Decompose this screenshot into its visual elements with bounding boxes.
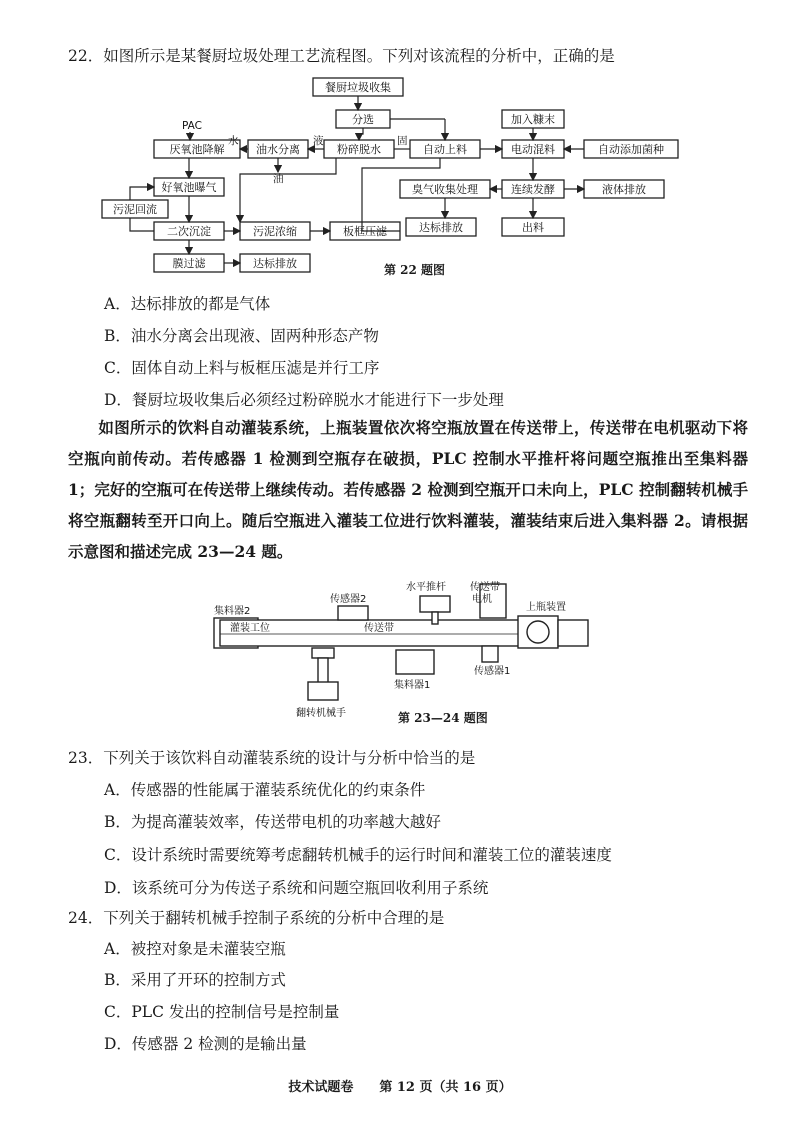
label-loader: 上瓶装置 xyxy=(526,602,566,613)
node-secondary: 二次沉淀 xyxy=(167,225,211,238)
node-liquid-out: 液体排放 xyxy=(602,183,646,196)
question-22-stem: 22．如图所示是某餐厨垃圾处理工艺流程图。下列对该流程的分析中，正确的是 xyxy=(68,47,615,65)
label-motor-line2: 电机 xyxy=(472,594,492,605)
node-aerobic: 好氧池曝气 xyxy=(161,181,217,194)
label-oil: 油 xyxy=(273,173,284,185)
node-mix: 电动混料 xyxy=(511,143,555,156)
q23-option-a: A．传感器的性能属于灌装系统优化的约束条件 xyxy=(104,781,426,799)
node-press: 板框压滤 xyxy=(343,225,387,238)
node-anaerobic: 厌氧池降解 xyxy=(169,143,225,156)
node-bran: 加入糠末 xyxy=(511,113,555,126)
node-sludge-return: 污泥回流 xyxy=(113,203,157,216)
node-membrane: 膜过滤 xyxy=(172,257,206,270)
node-auto-feed: 自动上料 xyxy=(423,143,467,156)
label-water: 水 xyxy=(228,135,239,147)
flowchart-figure xyxy=(100,74,700,274)
question-23-stem: 23．下列关于该饮料自动灌装系统的设计与分析中恰当的是 xyxy=(68,749,476,767)
label-collector-1: 集料器1 xyxy=(394,680,431,691)
label-motor-line1: 传送带 xyxy=(470,582,500,593)
q23-option-c: C．设计系统时需要统筹考虑翻转机械手的运行时间和灌装工位的灌装速度 xyxy=(104,846,612,864)
label-pusher: 水平推杆 xyxy=(406,582,446,593)
figure-22-caption: 第 22 题图 xyxy=(384,263,446,277)
label-sensor-2: 传感器2 xyxy=(330,594,367,605)
question-24-stem: 24．下列关于翻转机械手控制子系统的分析中合理的是 xyxy=(68,909,445,927)
q24-option-d: D．传感器 2 检测的是输出量 xyxy=(104,1035,307,1053)
label-filling-station: 灌装工位 xyxy=(230,623,270,634)
node-discharge-a: 达标排放 xyxy=(419,221,463,234)
node-discharge-b: 达标排放 xyxy=(253,257,297,270)
label-collector-2: 集料器2 xyxy=(214,606,251,617)
q24-option-b: B．采用了开环的控制方式 xyxy=(104,971,286,989)
intro-paragraph xyxy=(68,412,748,567)
node-sludge-thicken: 污泥浓缩 xyxy=(253,225,297,238)
node-oil-separation: 油水分离 xyxy=(256,143,300,156)
q22-option-d: D．餐厨垃圾收集后必须经过粉碎脱水才能进行下一步处理 xyxy=(104,391,504,409)
q22-option-b: B．油水分离会出现液、固两种形态产物 xyxy=(104,327,379,345)
q23-option-d: D．该系统可分为传送子系统和问题空瓶回收利用子系统 xyxy=(104,879,489,897)
node-bacteria: 自动添加菌种 xyxy=(598,143,664,156)
label-robot: 翻转机械手 xyxy=(296,708,346,719)
node-odor: 臭气收集处理 xyxy=(412,183,478,196)
node-collect: 餐厨垃圾收集 xyxy=(325,81,391,94)
label-liquid: 液 xyxy=(313,135,324,147)
label-solid: 固 xyxy=(397,135,408,147)
intro-text: 如图所示的饮料自动灌装系统，上瓶装置依次将空瓶放置在传送带上，传送带在电机驱动下将空瓶向前传动。若传感器 1 检测到空瓶存在破损，PLC 控制水平推杆将问题空瓶推出至集料器 1；完好的空瓶可在传送带上继续传动。若传感器 2 检测到空瓶开口未向上，PLC 控制翻转机械手将空瓶翻转至开口向上。随后空瓶进入灌装工位进行饮料灌装，灌装结束后进入集料器 2。请根据示意图和描述完成 23—24 题。 xyxy=(68,418,748,561)
node-output: 出料 xyxy=(522,221,544,234)
q24-option-a: A．被控对象是未灌装空瓶 xyxy=(104,940,286,958)
q22-option-c: C．固体自动上料与板框压滤是并行工序 xyxy=(104,359,380,377)
node-ferment: 连续发酵 xyxy=(511,183,555,196)
label-sensor-1: 传感器1 xyxy=(474,666,511,677)
label-belt: 传送带 xyxy=(364,623,394,634)
q24-option-c: C．PLC 发出的控制信号是控制量 xyxy=(104,1003,340,1021)
label-pac: PAC xyxy=(182,120,202,132)
page-footer: 技术试题卷 第 12 页（共 16 页） xyxy=(288,1080,512,1095)
q23-option-b: B．为提高灌装效率，传送带电机的功率越大越好 xyxy=(104,813,441,831)
filling-system-figure xyxy=(200,576,600,726)
node-sort: 分选 xyxy=(352,113,374,126)
q22-option-a: A．达标排放的都是气体 xyxy=(104,295,271,313)
node-crush: 粉碎脱水 xyxy=(337,143,381,156)
figure-23-24-caption: 第 23—24 题图 xyxy=(398,711,488,725)
